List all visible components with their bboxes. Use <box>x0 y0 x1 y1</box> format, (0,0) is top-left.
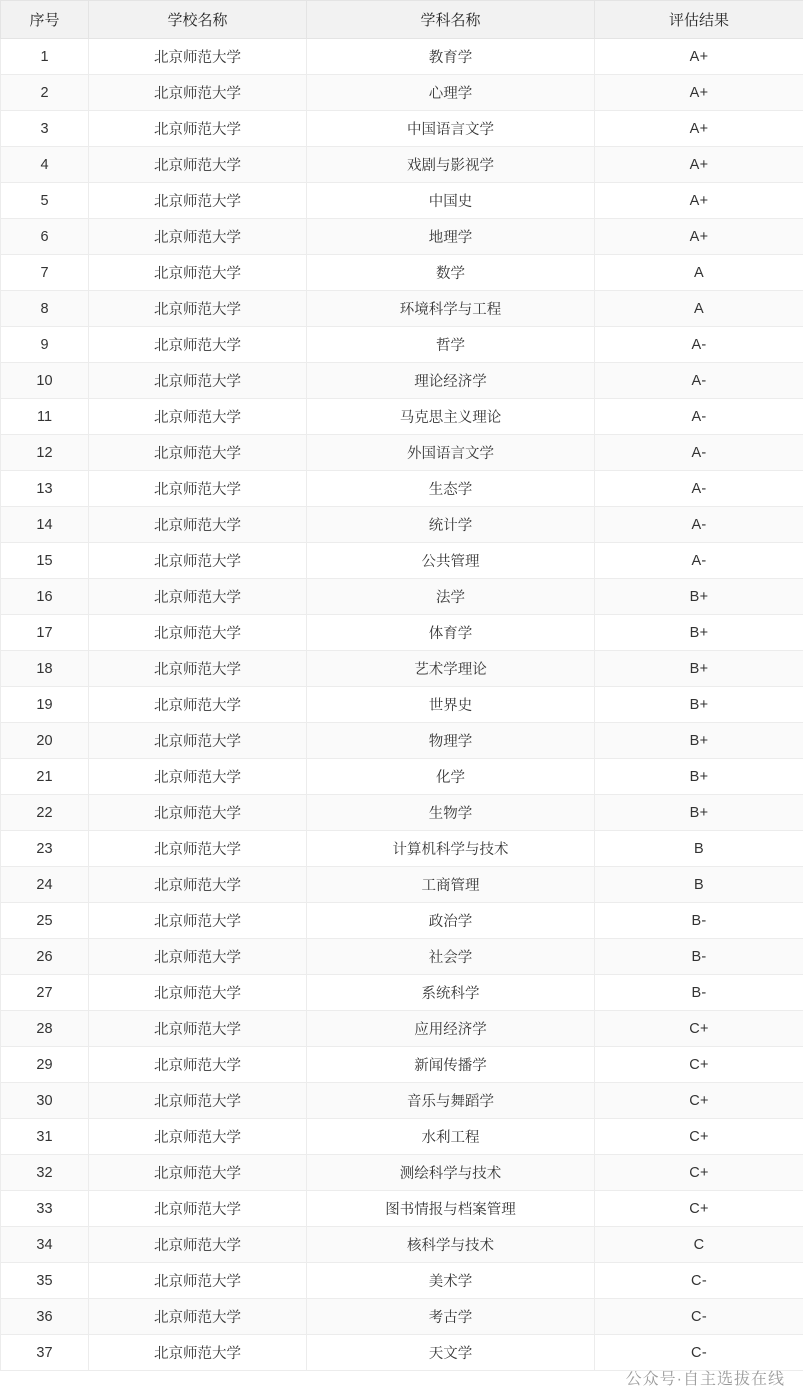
cell-index: 30 <box>1 1083 89 1119</box>
cell-subject: 图书情报与档案管理 <box>307 1191 595 1227</box>
table-row <box>1 759 803 795</box>
cell-result: C+ <box>595 1011 803 1047</box>
cell-index: 16 <box>1 579 89 615</box>
cell-index: 31 <box>1 1119 89 1155</box>
cell-result: B- <box>595 903 803 939</box>
cell-school: 北京师范大学 <box>89 1011 307 1047</box>
cell-school: 北京师范大学 <box>89 831 307 867</box>
cell-result: B <box>595 867 803 903</box>
cell-result: A- <box>595 399 803 435</box>
cell-subject: 世界史 <box>307 687 595 723</box>
cell-index: 37 <box>1 1335 89 1371</box>
cell-subject: 戏剧与影视学 <box>307 147 595 183</box>
table-row <box>1 1083 803 1119</box>
table-row <box>1 39 803 75</box>
cell-index: 18 <box>1 651 89 687</box>
cell-result: A- <box>595 507 803 543</box>
cell-index: 36 <box>1 1299 89 1335</box>
table-row <box>1 1011 803 1047</box>
cell-index: 11 <box>1 399 89 435</box>
cell-result: B+ <box>595 723 803 759</box>
cell-result: B <box>595 831 803 867</box>
cell-result: C+ <box>595 1191 803 1227</box>
cell-school: 北京师范大学 <box>89 1119 307 1155</box>
table-row <box>1 723 803 759</box>
cell-school: 北京师范大学 <box>89 759 307 795</box>
table-row <box>1 111 803 147</box>
cell-result: A+ <box>595 111 803 147</box>
table-row <box>1 435 803 471</box>
cell-subject: 中国语言文学 <box>307 111 595 147</box>
cell-subject: 理论经济学 <box>307 363 595 399</box>
table-header <box>1 1 803 39</box>
cell-school: 北京师范大学 <box>89 39 307 75</box>
cell-subject: 教育学 <box>307 39 595 75</box>
table-row <box>1 795 803 831</box>
cell-result: C- <box>595 1335 803 1371</box>
cell-index: 33 <box>1 1191 89 1227</box>
cell-subject: 物理学 <box>307 723 595 759</box>
cell-subject: 测绘科学与技术 <box>307 1155 595 1191</box>
table-row <box>1 255 803 291</box>
column-header-index: 序号 <box>1 1 89 39</box>
cell-index: 14 <box>1 507 89 543</box>
cell-subject: 音乐与舞蹈学 <box>307 1083 595 1119</box>
table-row <box>1 651 803 687</box>
cell-subject: 外国语言文学 <box>307 435 595 471</box>
cell-index: 34 <box>1 1227 89 1263</box>
cell-index: 13 <box>1 471 89 507</box>
cell-subject: 新闻传播学 <box>307 1047 595 1083</box>
cell-result: B+ <box>595 615 803 651</box>
table-row <box>1 939 803 975</box>
cell-school: 北京师范大学 <box>89 795 307 831</box>
cell-subject: 生态学 <box>307 471 595 507</box>
cell-result: B- <box>595 975 803 1011</box>
cell-school: 北京师范大学 <box>89 1335 307 1371</box>
cell-result: C- <box>595 1299 803 1335</box>
cell-index: 4 <box>1 147 89 183</box>
table-row <box>1 1191 803 1227</box>
table-row <box>1 363 803 399</box>
cell-subject: 政治学 <box>307 903 595 939</box>
cell-subject: 心理学 <box>307 75 595 111</box>
table-row <box>1 327 803 363</box>
cell-school: 北京师范大学 <box>89 687 307 723</box>
cell-index: 19 <box>1 687 89 723</box>
cell-index: 20 <box>1 723 89 759</box>
cell-result: A <box>595 291 803 327</box>
cell-school: 北京师范大学 <box>89 903 307 939</box>
table-row <box>1 831 803 867</box>
cell-subject: 数学 <box>307 255 595 291</box>
cell-subject: 生物学 <box>307 795 595 831</box>
cell-subject: 哲学 <box>307 327 595 363</box>
cell-subject: 工商管理 <box>307 867 595 903</box>
cell-index: 2 <box>1 75 89 111</box>
table-row <box>1 471 803 507</box>
cell-index: 15 <box>1 543 89 579</box>
column-header-school: 学校名称 <box>89 1 307 39</box>
cell-index: 10 <box>1 363 89 399</box>
cell-index: 22 <box>1 795 89 831</box>
cell-index: 27 <box>1 975 89 1011</box>
cell-index: 9 <box>1 327 89 363</box>
cell-school: 北京师范大学 <box>89 399 307 435</box>
cell-school: 北京师范大学 <box>89 651 307 687</box>
cell-school: 北京师范大学 <box>89 1227 307 1263</box>
cell-school: 北京师范大学 <box>89 939 307 975</box>
cell-school: 北京师范大学 <box>89 1299 307 1335</box>
cell-school: 北京师范大学 <box>89 1047 307 1083</box>
cell-result: B+ <box>595 579 803 615</box>
cell-index: 26 <box>1 939 89 975</box>
cell-index: 12 <box>1 435 89 471</box>
cell-subject: 法学 <box>307 579 595 615</box>
cell-subject: 艺术学理论 <box>307 651 595 687</box>
table-row <box>1 399 803 435</box>
cell-school: 北京师范大学 <box>89 1191 307 1227</box>
cell-school: 北京师范大学 <box>89 147 307 183</box>
cell-subject: 社会学 <box>307 939 595 975</box>
cell-result: A+ <box>595 147 803 183</box>
table-row <box>1 75 803 111</box>
cell-school: 北京师范大学 <box>89 1155 307 1191</box>
cell-result: A- <box>595 327 803 363</box>
cell-subject: 核科学与技术 <box>307 1227 595 1263</box>
cell-subject: 马克思主义理论 <box>307 399 595 435</box>
cell-school: 北京师范大学 <box>89 579 307 615</box>
table-row <box>1 543 803 579</box>
cell-subject: 水利工程 <box>307 1119 595 1155</box>
cell-index: 7 <box>1 255 89 291</box>
cell-index: 24 <box>1 867 89 903</box>
cell-subject: 计算机科学与技术 <box>307 831 595 867</box>
cell-school: 北京师范大学 <box>89 867 307 903</box>
cell-result: C+ <box>595 1047 803 1083</box>
cell-index: 1 <box>1 39 89 75</box>
cell-subject: 应用经济学 <box>307 1011 595 1047</box>
cell-index: 32 <box>1 1155 89 1191</box>
cell-result: B+ <box>595 795 803 831</box>
cell-result: A+ <box>595 75 803 111</box>
watermark: 公众号·自主选拔在线 <box>625 1371 785 1388</box>
cell-school: 北京师范大学 <box>89 327 307 363</box>
cell-subject: 地理学 <box>307 219 595 255</box>
cell-subject: 体育学 <box>307 615 595 651</box>
cell-result: A- <box>595 435 803 471</box>
cell-result: B+ <box>595 651 803 687</box>
table-row <box>1 1047 803 1083</box>
cell-result: A+ <box>595 39 803 75</box>
cell-result: A- <box>595 543 803 579</box>
cell-index: 28 <box>1 1011 89 1047</box>
column-header-subject: 学科名称 <box>307 1 595 39</box>
cell-index: 17 <box>1 615 89 651</box>
table-row <box>1 147 803 183</box>
table-row <box>1 687 803 723</box>
cell-school: 北京师范大学 <box>89 435 307 471</box>
table-row <box>1 903 803 939</box>
column-header-result: 评估结果 <box>595 1 803 39</box>
table-row <box>1 615 803 651</box>
cell-school: 北京师范大学 <box>89 507 307 543</box>
cell-index: 8 <box>1 291 89 327</box>
cell-school: 北京师范大学 <box>89 615 307 651</box>
table-header-row <box>1 1 803 39</box>
cell-school: 北京师范大学 <box>89 255 307 291</box>
cell-result: A- <box>595 471 803 507</box>
table-row <box>1 1263 803 1299</box>
cell-result: B- <box>595 939 803 975</box>
cell-subject: 美术学 <box>307 1263 595 1299</box>
cell-school: 北京师范大学 <box>89 1263 307 1299</box>
table-row <box>1 1155 803 1191</box>
cell-result: B+ <box>595 759 803 795</box>
cell-school: 北京师范大学 <box>89 75 307 111</box>
table-row <box>1 579 803 615</box>
table-row <box>1 291 803 327</box>
cell-index: 21 <box>1 759 89 795</box>
cell-index: 23 <box>1 831 89 867</box>
cell-school: 北京师范大学 <box>89 219 307 255</box>
cell-result: A- <box>595 363 803 399</box>
cell-subject: 系统科学 <box>307 975 595 1011</box>
cell-subject: 化学 <box>307 759 595 795</box>
cell-subject: 统计学 <box>307 507 595 543</box>
cell-school: 北京师范大学 <box>89 975 307 1011</box>
cell-result: C+ <box>595 1083 803 1119</box>
table-row <box>1 1227 803 1263</box>
cell-subject: 环境科学与工程 <box>307 291 595 327</box>
table-row <box>1 507 803 543</box>
cell-school: 北京师范大学 <box>89 471 307 507</box>
table-row <box>1 975 803 1011</box>
cell-result: B+ <box>595 687 803 723</box>
table-row <box>1 867 803 903</box>
cell-school: 北京师范大学 <box>89 1083 307 1119</box>
table-body <box>1 39 803 1371</box>
cell-index: 3 <box>1 111 89 147</box>
cell-result: C+ <box>595 1119 803 1155</box>
cell-subject: 中国史 <box>307 183 595 219</box>
cell-index: 5 <box>1 183 89 219</box>
table-row <box>1 1299 803 1335</box>
cell-subject: 公共管理 <box>307 543 595 579</box>
cell-school: 北京师范大学 <box>89 183 307 219</box>
cell-index: 35 <box>1 1263 89 1299</box>
cell-school: 北京师范大学 <box>89 111 307 147</box>
cell-school: 北京师范大学 <box>89 363 307 399</box>
cell-result: A <box>595 255 803 291</box>
cell-subject: 考古学 <box>307 1299 595 1335</box>
cell-result: A+ <box>595 219 803 255</box>
cell-subject: 天文学 <box>307 1335 595 1371</box>
cell-school: 北京师范大学 <box>89 291 307 327</box>
cell-result: A+ <box>595 183 803 219</box>
cell-index: 25 <box>1 903 89 939</box>
cell-index: 29 <box>1 1047 89 1083</box>
table-row <box>1 219 803 255</box>
table-row <box>1 183 803 219</box>
table-row <box>1 1119 803 1155</box>
cell-index: 6 <box>1 219 89 255</box>
cell-result: C+ <box>595 1155 803 1191</box>
cell-result: C <box>595 1227 803 1263</box>
cell-school: 北京师范大学 <box>89 723 307 759</box>
cell-school: 北京师范大学 <box>89 543 307 579</box>
cell-result: C- <box>595 1263 803 1299</box>
